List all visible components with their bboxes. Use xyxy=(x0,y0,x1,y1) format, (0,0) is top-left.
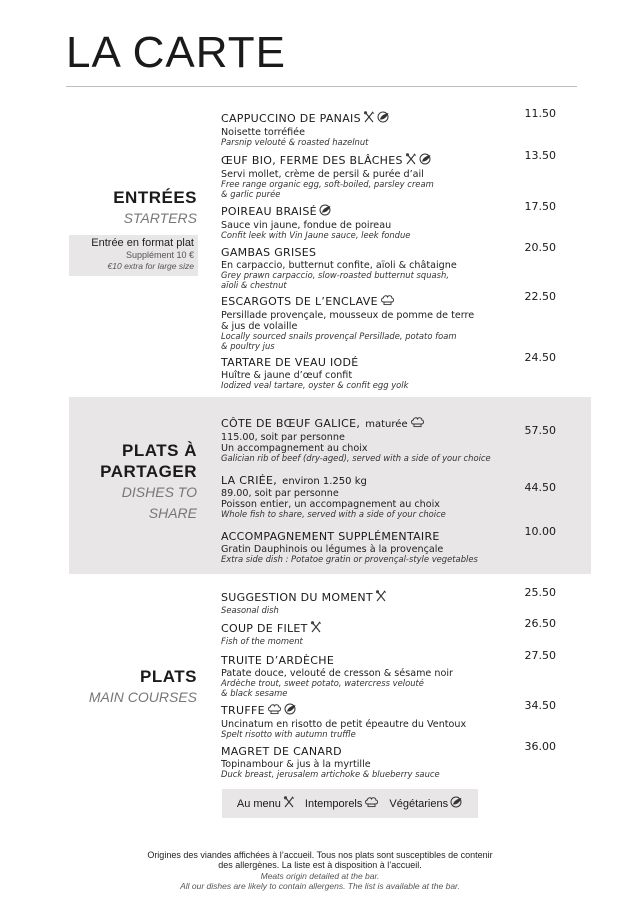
allergen-note-fr xyxy=(100,850,540,870)
item-heading xyxy=(221,200,556,220)
note-line: Entrée en format plat xyxy=(91,237,194,249)
menu-item xyxy=(221,351,556,391)
item-name: TARTARE DE VEAU IODÉ xyxy=(221,356,359,369)
menu-item xyxy=(221,200,556,241)
item-name: LA CRIÉE, xyxy=(221,474,278,487)
share-subtitle: DISHES TO xyxy=(121,484,197,500)
menu-item xyxy=(221,107,556,148)
item-price: 34.50 xyxy=(524,699,556,712)
item-heading xyxy=(221,149,556,169)
item-name: MAGRET DE CANARD xyxy=(221,745,342,758)
menu-item xyxy=(221,617,556,647)
item-heading xyxy=(221,649,556,668)
chef-hat-icon xyxy=(267,700,282,719)
item-price: 10.00 xyxy=(524,525,556,538)
chef-hat-icon xyxy=(364,796,379,811)
menu-item xyxy=(221,586,556,616)
item-translation: Extra side dish : Potatoe gratin or provençal-style vegetables xyxy=(221,554,478,564)
item-description: Gratin Dauphinois ou légumes à la provençale xyxy=(221,544,444,555)
item-description: Poisson entier, un accompagnement au choix xyxy=(221,499,440,510)
mains-subtitle: MAIN COURSES xyxy=(88,689,197,705)
allergen-note-en xyxy=(100,871,540,891)
note-line: Supplément 10 € xyxy=(125,250,194,260)
item-description: Sauce vin jaune, fondue de poireau xyxy=(221,220,392,231)
leaf-icon xyxy=(284,700,297,719)
note-line: €10 extra for large size xyxy=(107,261,194,271)
item-price: 57.50 xyxy=(524,424,556,437)
menu-item xyxy=(221,149,556,199)
item-translation: Free range organic egg, soft-boiled, parsley cream xyxy=(221,179,434,189)
legend-au-menu-label: Au menu xyxy=(236,797,281,810)
item-translation: Seasonal dish xyxy=(221,605,279,615)
icon-legend xyxy=(222,789,478,818)
item-description: Persillade provençale, mousseux de pomme de terre xyxy=(221,310,475,321)
menu-item xyxy=(221,290,556,351)
starters-heading xyxy=(69,187,197,229)
item-translation: Duck breast, jerusalem artichoke & blueberry sauce xyxy=(221,769,440,779)
item-description: & jus de volaille xyxy=(221,321,298,332)
menu-item xyxy=(221,740,556,780)
item-price: 24.50 xyxy=(524,351,556,364)
cutlery-icon xyxy=(375,587,387,606)
item-name: POIREAU BRAISÉ xyxy=(221,205,317,218)
item-heading xyxy=(221,107,556,127)
item-price: 25.50 xyxy=(524,586,556,599)
item-price: 11.50 xyxy=(524,107,556,120)
chef-hat-icon xyxy=(380,291,395,310)
share-heading xyxy=(69,440,197,524)
item-translation: Parsnip velouté & roasted hazelnut xyxy=(221,137,369,147)
item-price: 20.50 xyxy=(524,241,556,254)
menu-item xyxy=(221,469,556,520)
footer-line: All our dishes are likely to contain allergens. The list is available at the bar. xyxy=(180,881,460,891)
menu-item xyxy=(221,412,556,464)
item-heading xyxy=(221,740,556,759)
item-description: Uncinatum en risotto de petit épeautre du Ventoux xyxy=(221,719,467,730)
item-name: ACCOMPAGNEMENT SUPPLÉMENTAIRE xyxy=(221,530,440,543)
starters-title: ENTRÉES xyxy=(113,188,197,207)
leaf-icon xyxy=(419,150,432,169)
legend-vegetariens-label: Végétariens xyxy=(389,797,449,810)
mains-heading xyxy=(69,666,197,708)
item-price: 22.50 xyxy=(524,290,556,303)
item-description: Servi mollet, crème de persil & purée d’ail xyxy=(221,169,424,180)
item-translation: & black sesame xyxy=(221,687,288,698)
item-name: ESCARGOTS DE L’ENCLAVE xyxy=(221,295,378,308)
legend-intemporels-label: Intemporels xyxy=(304,797,363,810)
item-description: Topinambour & jus à la myrtille xyxy=(221,759,371,770)
item-translation: Spelt risotto with autumn truffle xyxy=(221,729,356,739)
item-name: TRUFFE xyxy=(221,704,265,717)
item-translation: Confit leek with Vin Jaune sauce, leek fondue xyxy=(221,230,411,240)
item-heading xyxy=(221,290,556,310)
item-name: TRUITE D’ARDÈCHE xyxy=(221,654,335,667)
share-title: PLATS À xyxy=(122,441,197,460)
item-translation: Grey prawn carpaccio, slow-roasted butternut squash, xyxy=(221,270,449,280)
item-description: 89.00, soit par personne xyxy=(221,488,339,499)
item-description: En carpaccio, butternut confite, aïoli & châtaigne xyxy=(221,260,457,271)
item-name: CÔTE DE BŒUF GALICE, xyxy=(221,417,361,430)
mains-title: PLATS xyxy=(140,667,197,686)
item-name-extra: environ 1.250 kg xyxy=(282,476,367,487)
footer-line: Origines des viandes affichées à l’accueil. Tous nos plats sont susceptibles de contenir xyxy=(147,850,493,860)
item-heading xyxy=(221,617,556,637)
item-description: 115.00, soit par personne xyxy=(221,432,345,443)
item-description: Un accompagnement au choix xyxy=(221,443,368,454)
item-description: Huître & jaune d’œuf confit xyxy=(221,370,353,381)
cutlery-icon xyxy=(363,108,375,127)
share-subtitle: SHARE xyxy=(148,505,197,521)
item-name: CAPPUCCINO DE PANAIS xyxy=(221,112,361,125)
item-name-extra: maturée xyxy=(365,419,408,430)
item-name: ŒUF BIO, FERME DES BLÂCHES xyxy=(221,154,403,167)
item-description: Noisette torréfiée xyxy=(221,127,305,138)
item-description: Patate douce, velouté de cresson & sésame noir xyxy=(221,668,453,679)
item-heading xyxy=(221,525,556,544)
item-translation: Iodized veal tartare, oyster & confit egg yolk xyxy=(221,380,409,390)
page-title: LA CARTE xyxy=(66,28,286,77)
item-translation: Whole fish to share, served with a side of your choice xyxy=(221,509,446,519)
item-heading xyxy=(221,699,556,719)
menu-item xyxy=(221,525,556,565)
leaf-icon xyxy=(450,796,463,811)
footer-line: des allergènes. La liste est à disposition à l’accueil. xyxy=(218,860,422,870)
item-heading xyxy=(221,586,556,606)
item-translation: & poultry jus xyxy=(221,340,275,351)
item-name: COUP DE FILET xyxy=(221,622,308,635)
item-price: 27.50 xyxy=(524,649,556,662)
menu-item xyxy=(221,241,556,290)
share-title: PARTAGER xyxy=(100,462,197,481)
item-price: 26.50 xyxy=(524,617,556,630)
item-price: 36.00 xyxy=(524,740,556,753)
large-size-note xyxy=(69,235,198,276)
item-name: SUGGESTION DU MOMENT xyxy=(221,591,373,604)
item-translation: Locally sourced snails provençal Persillade, potato foam xyxy=(221,331,457,341)
item-heading xyxy=(221,351,556,370)
chef-hat-icon xyxy=(410,413,425,432)
item-translation: Galician rib of beef (dry-aged), served with a side of your choice xyxy=(221,453,491,463)
starters-subtitle: STARTERS xyxy=(123,210,197,226)
menu-item xyxy=(221,649,556,698)
leaf-icon xyxy=(377,108,390,127)
item-name: GAMBAS GRISES xyxy=(221,246,317,259)
leaf-icon xyxy=(319,201,332,220)
title-divider xyxy=(66,86,577,87)
item-heading xyxy=(221,241,556,260)
cutlery-icon xyxy=(283,796,295,811)
item-translation: & garlic purée xyxy=(221,188,281,199)
item-price: 44.50 xyxy=(524,481,556,494)
cutlery-icon xyxy=(405,150,417,169)
item-translation: Ardèche trout, sweet potato, watercress velouté xyxy=(221,678,424,688)
footer-line: Meats origin detailed at the bar. xyxy=(260,871,380,881)
item-translation: aïoli & chestnut xyxy=(221,279,287,290)
item-price: 13.50 xyxy=(524,149,556,162)
item-heading xyxy=(221,469,556,488)
menu-item xyxy=(221,699,556,740)
cutlery-icon xyxy=(310,618,322,637)
item-heading xyxy=(221,412,556,432)
item-translation: Fish of the moment xyxy=(221,636,303,646)
item-price: 17.50 xyxy=(524,200,556,213)
